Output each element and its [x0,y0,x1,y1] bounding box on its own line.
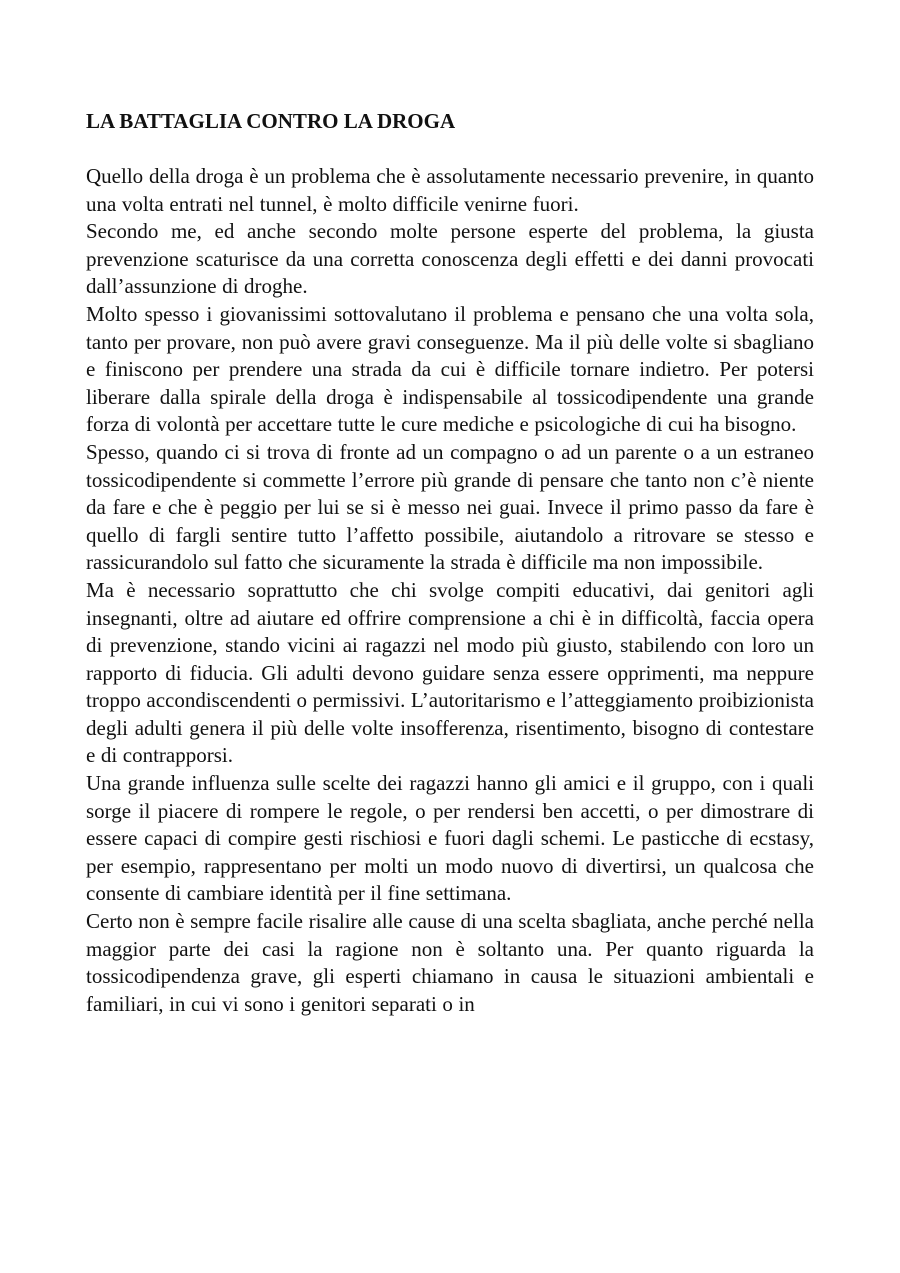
paragraph-5: Ma è necessario soprattutto che chi svolge compiti educativi, dai genitori agli insegnanti, oltre ad aiutare ed offrire comprensione a chi è in difficoltà, faccia opera di prevenzione, stando vicini ai ragazzi nel modo più giusto, stabilendo con loro un rapporto di fiducia. Gli adulti devono guidare senza essere opprimenti, ma neppure troppo accondiscendenti o permissivi. L’autoritarismo e l’atteggiamento proibizionista degli adulti genera il più delle volte insofferenza, risentimento, bisogno di contestare e di contrapporsi. [86,577,814,768]
paragraph-7: Certo non è sempre facile risalire alle cause di una scelta sbagliata, anche perché nella maggior parte dei casi la ragione non è soltanto una. Per quanto riguarda la tossicodipendenza grave, gli esperti chiamano in causa le situazioni ambientali e familiari, in cui vi sono i genitori separati o in [86,909,814,1016]
paragraph-3: Molto spesso i giovanissimi sottovalutano il problema e pensano che una volta sola, tanto per provare, non può avere gravi conseguenze. Ma il più delle volte si sbagliano e finiscono per prendere una strada da cui è difficile tornare indietro. Per potersi liberare dalla spirale della droga è indispensabile al tossicodipendente una grande forza di volontà per accettare tutte le cure mediche e psicologiche di cui ha bisogno. [86,301,814,437]
document-title: LA BATTAGLIA CONTRO LA DROGA [86,109,456,133]
paragraph-4: Spesso, quando ci si trova di fronte ad un compagno o ad un parente o a un estraneo tossicodipendente si commette l’errore più grande di pensare che tanto non c’è niente da fare e che è peggio per lui se si è messo nei guai. Invece il primo passo da fare è quello di fargli sentire tutto l’affetto possibile, aiutandolo a ritrovare se stesso e rassicurandolo sul fatto che sicuramente la strada è difficile ma non impossibile. [86,439,814,575]
paragraph-2: Secondo me, ed anche secondo molte persone esperte del problema, la giusta prevenzione scaturisce da una corretta conoscenza degli effetti e dei danni provocati dall’assunzione di droghe. [86,219,814,299]
document-page [86,108,814,1018]
paragraph-1: Quello della droga è un problema che è assolutamente necessario prevenire, in quanto una volta entrati nel tunnel, è molto difficile venirne fuori. [86,164,814,216]
paragraph-6: Una grande influenza sulle scelte dei ragazzi hanno gli amici e il gruppo, con i quali sorge il piacere di rompere le regole, o per rendersi ben accetti, o per dimostrare di essere capaci di compire gesti rischiosi e fuori dagli schemi. Le pasticche di ecstasy, per esempio, rappresentano per molti un modo nuovo di divertirsi, un qualcosa che consente di cambiare identità per il fine settimana. [86,771,814,906]
